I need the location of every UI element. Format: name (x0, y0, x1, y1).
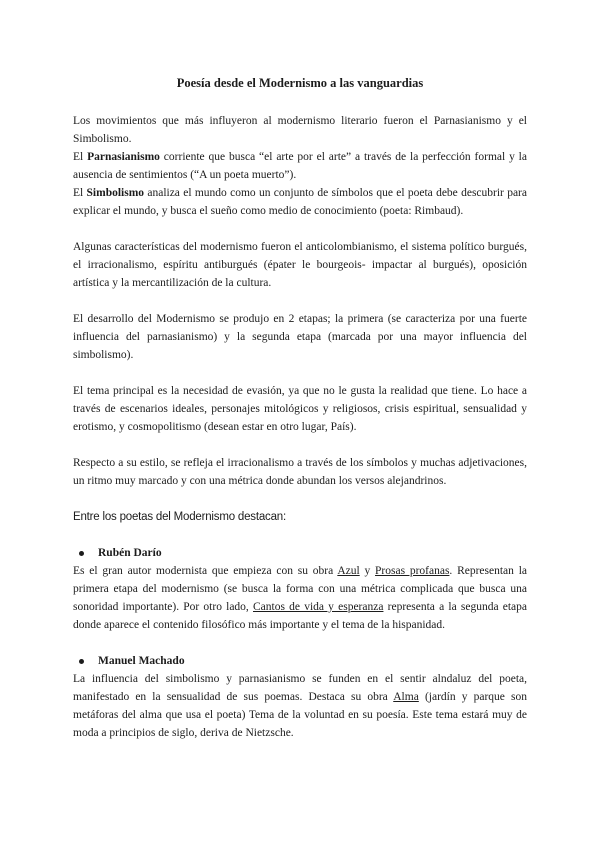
poets-intro: Entre los poetas del Modernismo destacan: (73, 511, 286, 523)
text: representa a la segunda etapa donde aparece el contenido filosófico más importante y el tema de la hispanidad. (73, 601, 527, 631)
work-title-cantos-de-vida: Cantos de vida y esperanza (253, 601, 384, 613)
poet-name: Rubén Darío (98, 547, 162, 559)
paragraph-simbolismo (73, 184, 527, 220)
text: Es el gran autor modernista que empieza con su obra (73, 565, 338, 577)
document-title: Poesía desde el Modernismo a las vanguardias (176, 76, 424, 90)
paragraph-estilo: Respecto a su estilo, se refleja el irracionalismo a través de los símbolos y muchas adjetivaciones, un ritmo muy marcado y con una métrica donde abundan los versos alejandrinos. (73, 457, 527, 487)
term-parnasianismo: Parnasianismo (87, 151, 160, 163)
paragraph-intro: Los movimientos que más influyeron al modernismo literario fueron el Parnasianismo y el Simbolismo. (73, 115, 527, 145)
paragraph-ruben-dario (73, 562, 527, 634)
text: El (73, 151, 88, 163)
bullet-icon (79, 659, 84, 664)
paragraph-parnasianismo (73, 148, 527, 184)
work-title-alma: Alma (393, 691, 419, 703)
term-simbolismo: Simbolismo (86, 187, 145, 199)
poet-heading-manuel-machado (73, 652, 527, 670)
poet-name: Manuel Machado (98, 655, 185, 667)
text: (jardín y parque son metáforas del alma que usa el poeta) Tema de la voluntad en su poesía. Este tema estará muy de moda a principios de siglo, deriva de Nietzsche. (73, 691, 527, 739)
paragraph-caracteristicas: Algunas características del modernismo fueron el anticolombianismo, el sistema político burgués, el irracionalismo, espíritu antiburgués (épater le bourgeois- impactar al burgués), oposición artística y la mercantilización de la cultura. (73, 241, 527, 289)
poet-heading-ruben-dario (73, 544, 527, 562)
work-title-azul: Azul (337, 565, 360, 577)
paragraph-manuel-machado (73, 670, 527, 742)
text: La influencia del simbolismo y parnasianismo se funden en el sentir alndaluz del poeta, manifestado en la sensualidad de sus poemas. Destaca su obra (73, 673, 527, 703)
work-title-prosas-profanas: Prosas profanas (375, 565, 450, 577)
text: y (359, 565, 376, 577)
document-page (73, 74, 527, 742)
bullet-icon (79, 551, 84, 556)
text: analiza el mundo como un conjunto de símbolos que el poeta debe descubrir para explicar el mundo, y busca el sueño como medio de conocimiento (poeta: Rimbaud). (73, 187, 527, 217)
paragraph-tema: El tema principal es la necesidad de evasión, ya que no le gusta la realidad que tiene. Lo hace a través de escenarios ideales, personajes mitológicos y religiosos, crisis espiritual, sensualidad y erotismo, y cosmopolitismo (desean estar en otro lugar, País). (73, 385, 527, 433)
text: corriente que busca “el arte por el arte” a través de la perfección formal y la ausencia de sentimientos (“A un poeta muerto”). (73, 151, 527, 181)
text: . Representan la primera etapa del modernismo (se busca la forma con una métrica complicada que busca una sonoridad importante). Por otro lado, (73, 565, 527, 613)
paragraph-etapas: El desarrollo del Modernismo se produjo en 2 etapas; la primera (se caracteriza por una fuerte influencia del parnasianismo) y la segunda etapa (marcada por una mayor influencia del simbolismo). (73, 313, 527, 361)
text: El (73, 187, 87, 199)
